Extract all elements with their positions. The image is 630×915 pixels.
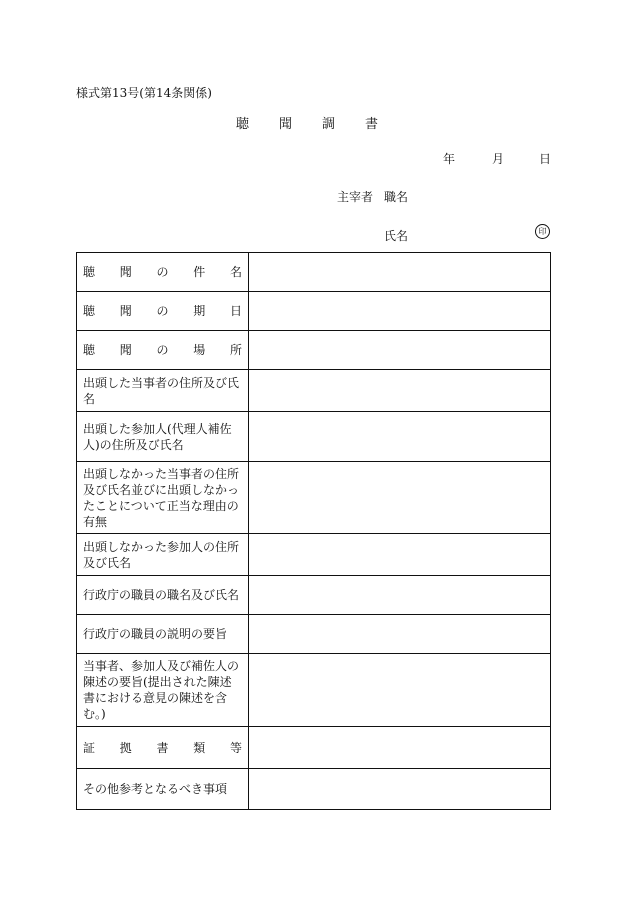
table-row bbox=[77, 769, 551, 810]
table-row bbox=[77, 412, 551, 462]
table-row bbox=[77, 576, 551, 615]
row-label-absent-party: 出頭しなかった当事者の住所及び氏名並びに出頭しなかったことについて正当な理由の有無 bbox=[77, 462, 249, 534]
date-month-label: 月 bbox=[492, 152, 505, 166]
row-value-attending-party[interactable] bbox=[249, 370, 551, 412]
spread-label: 聴 聞 の 場 所 bbox=[83, 343, 242, 357]
table-row bbox=[77, 253, 551, 292]
row-value-statements[interactable] bbox=[249, 654, 551, 727]
host-role-label: 主宰者 bbox=[337, 190, 374, 204]
row-label-statements: 当事者、参加人及び補佐人の陳述の要旨(提出された陳述書における意見の陳述を含む。) bbox=[77, 654, 249, 727]
row-value-other-matters[interactable] bbox=[249, 769, 551, 810]
row-label-official-explanation: 行政庁の職員の説明の要旨 bbox=[77, 615, 249, 654]
document-title: 聴聞調書 bbox=[236, 117, 409, 132]
spread-label: 証 拠 書 類 等 bbox=[83, 740, 242, 755]
row-label-evidence bbox=[77, 727, 249, 769]
host-title-label: 職名 bbox=[384, 190, 409, 204]
date-day-label: 日 bbox=[539, 152, 552, 166]
row-value-hearing-place[interactable] bbox=[249, 331, 551, 370]
form-number: 様式第13号(第14条関係) bbox=[76, 86, 212, 100]
table-row bbox=[77, 534, 551, 576]
date-year-label: 年 bbox=[443, 152, 456, 166]
row-value-attending-participant[interactable] bbox=[249, 412, 551, 462]
spread-label: 聴 聞 の 期 日 bbox=[83, 304, 242, 318]
row-value-case-name[interactable] bbox=[249, 253, 551, 292]
host-name-label: 氏名 bbox=[384, 229, 409, 243]
hearing-record-table bbox=[76, 252, 551, 810]
row-label-hearing-place bbox=[77, 331, 249, 370]
row-label-attending-party: 出頭した当事者の住所及び氏名 bbox=[77, 370, 249, 412]
table-row bbox=[77, 727, 551, 769]
table-row bbox=[77, 615, 551, 654]
row-label-absent-participant: 出頭しなかった参加人の住所及び氏名 bbox=[77, 534, 249, 576]
row-label-official-name: 行政庁の職員の職名及び氏名 bbox=[77, 576, 249, 615]
table-row bbox=[77, 331, 551, 370]
row-label-hearing-date bbox=[77, 292, 249, 331]
seal-mark: 印 bbox=[535, 224, 550, 239]
spread-label: 聴 聞 の 件 名 bbox=[83, 265, 242, 279]
row-value-official-name[interactable] bbox=[249, 576, 551, 615]
table-row bbox=[77, 654, 551, 727]
table-row bbox=[77, 292, 551, 331]
row-label-attending-participant: 出頭した参加人(代理人補佐人)の住所及び氏名 bbox=[77, 412, 249, 462]
row-value-evidence[interactable] bbox=[249, 727, 551, 769]
row-label-other-matters: その他参考となるべき事項 bbox=[77, 769, 249, 810]
row-value-absent-party[interactable] bbox=[249, 462, 551, 534]
row-value-absent-participant[interactable] bbox=[249, 534, 551, 576]
table-row bbox=[77, 370, 551, 412]
row-label-case-name bbox=[77, 253, 249, 292]
row-value-official-explanation[interactable] bbox=[249, 615, 551, 654]
table-row bbox=[77, 462, 551, 534]
row-value-hearing-date[interactable] bbox=[249, 292, 551, 331]
